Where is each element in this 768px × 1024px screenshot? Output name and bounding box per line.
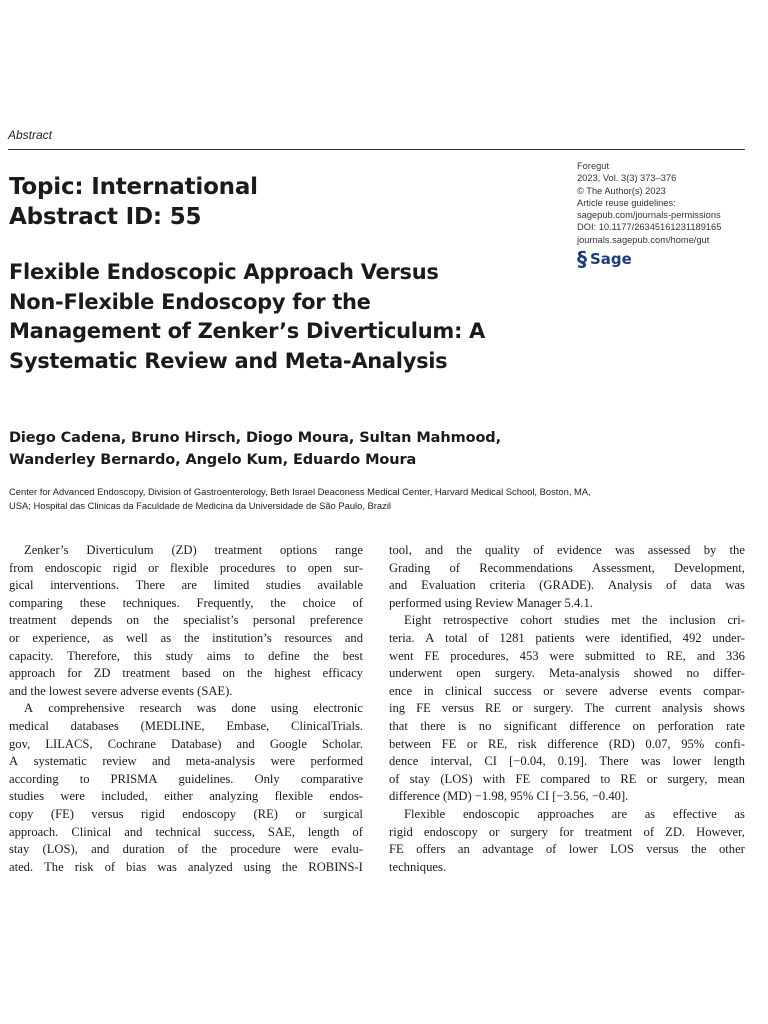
topic-heading	[9, 172, 258, 232]
abstract-text-line: that there is no significant difference on perforation rate	[389, 718, 745, 733]
abstract-text-line: ence in clinical success or severe adverse events compar-	[389, 683, 745, 698]
abstract-text-line: Flexible endoscopic approaches are as effective as	[404, 806, 745, 821]
abstract-text-line: Grading of Recommendations Assessment, Development,	[389, 560, 745, 575]
abstract-text-line: approach. Clinical and technical success, SAE, length of	[9, 824, 363, 839]
abstract-text-line: A comprehensive research was done using electronic	[24, 701, 363, 716]
author-list	[9, 427, 501, 471]
abstract-text-line: tool, and the quality of evidence was assessed by the	[389, 543, 745, 557]
journal-volume: 2023, Vol. 3(3) 373–376	[577, 173, 677, 184]
abstract-text-line: ing FE versus RE or surgery. The current analysis shows	[389, 701, 745, 716]
reuse-label: Article reuse guidelines:	[577, 197, 676, 208]
journal-home-link[interactable]: journals.sagepub.com/home/gut	[577, 234, 710, 245]
abstract-text-line: went FE procedures, 453 were submitted to RE, and 336	[389, 648, 745, 663]
abstract-text-line: Zenker’s Diverticulum (ZD) treatment options range	[24, 543, 363, 557]
author-line: Wanderley Bernardo, Angelo Kum, Eduardo Moura	[9, 452, 417, 468]
abstract-text-line: gov, LILACS, Cochrane Database) and Google Scholar.	[9, 736, 363, 751]
abstract-right-column	[389, 542, 745, 876]
abstract-text-line: from endoscopic rigid or flexible procedures to open sur-	[9, 560, 363, 575]
abstract-text-line: gical interventions. There are limited studies available	[9, 578, 363, 593]
abstract-text-line: Eight retrospective cohort studies met the inclusion cri-	[404, 613, 745, 628]
journal-metadata	[577, 160, 721, 246]
abstract-text-line: comparing these techniques. Frequently, the choice of	[9, 595, 363, 610]
affiliation-line: Center for Advanced Endoscopy, Division of Gastroenterology, Beth Israel Deaconess Medical Center, Harvard Medical School, Boston, MA,	[9, 486, 591, 497]
topic-line: Topic: International	[9, 174, 258, 200]
permissions-link[interactable]: sagepub.com/journals-permissions	[577, 210, 721, 221]
abstract-text-line: performed using Review Manager 5.4.1.	[389, 595, 593, 610]
author-line: Diego Cadena, Bruno Hirsch, Diogo Moura, Sultan Mahmood,	[9, 430, 501, 446]
title-line: Flexible Endoscopic Approach Versus	[9, 260, 439, 284]
article-title	[9, 258, 569, 376]
abstract-text-line: stay (LOS), and duration of the procedure were evalu-	[9, 842, 363, 857]
publisher-name: Sage	[590, 250, 632, 268]
abstract-text-line: and Evaluation criteria (GRADE). Analysis of data was	[389, 578, 745, 593]
abstract-text-line: rigid endoscopy or surgery for treatment of ZD. However,	[389, 824, 745, 839]
abstract-text-line: difference (MD) −1.98, 95% CI [−3.56, −0.40].	[389, 789, 629, 804]
abstract-text-line: underwent open surgery. Meta-analysis showed no differ-	[389, 666, 745, 681]
section-label: Abstract	[8, 128, 53, 142]
abstract-text-line: A systematic review and meta-analysis were performed	[9, 754, 363, 769]
abstract-text-line: approach for ZD treatment based on the highest efficacy	[9, 666, 363, 681]
copyright: © The Author(s) 2023	[577, 185, 666, 196]
abstract-text-line: FE offers an advantage of lower LOS versus the other	[389, 842, 745, 857]
abstract-text-line: ated. The risk of bias was analyzed using the ROBINS-I	[9, 859, 363, 874]
abstract-left-column	[9, 542, 363, 876]
title-line: Management of Zenker’s Diverticulum: A	[9, 319, 485, 343]
title-line: Non-Flexible Endoscopy for the	[9, 289, 371, 314]
abstract-text-line: treatment depends on the specialist’s personal preference	[9, 613, 363, 628]
abstract-id-line: Abstract ID: 55	[9, 204, 202, 230]
abstract-text-line: between FE or RE, risk difference (RD) 0.07, 95% confi-	[389, 736, 745, 751]
doi-link[interactable]: DOI: 10.1177/26345161231189165	[577, 222, 722, 233]
abstract-text-line: dence interval, CI [−0.04, 0.19]. There was lower length	[389, 754, 745, 769]
abstract-text-line: copy (FE) versus rigid endoscopy (RE) or surgical	[9, 806, 363, 821]
abstract-text-line: of stay (LOS) with FE compared to RE or surgery, mean	[389, 771, 745, 786]
abstract-text-line: medical databases (MEDLINE, Embase, ClinicalTrials.	[9, 718, 363, 733]
journal-name: Foregut	[577, 161, 610, 171]
abstract-text-line: and the lowest severe adverse events (SAE).	[9, 683, 233, 698]
abstract-text-line: or experience, as well as the institution’s resources and	[9, 630, 363, 645]
title-line: Systematic Review and Meta-Analysis	[9, 348, 448, 373]
affiliations	[9, 485, 739, 513]
header-rule	[8, 149, 745, 150]
abstract-text-line: according to PRISMA guidelines. Only comparative	[9, 771, 363, 786]
publisher-logo	[577, 249, 632, 269]
abstract-text-line: techniques.	[389, 859, 447, 874]
affiliation-line: USA; Hospital das Clinicas da Faculdade de Medicina da Universidade de São Paulo, Brazil	[9, 500, 391, 511]
abstract-text-line: capacity. Therefore, this study aims to define the best	[9, 648, 363, 663]
abstract-text-line: studies were included, either analyzing flexible endos-	[9, 789, 363, 804]
sage-s-icon: §	[577, 247, 587, 271]
abstract-text-line: teria. A total of 1281 patients were identified, 492 under-	[389, 630, 745, 645]
